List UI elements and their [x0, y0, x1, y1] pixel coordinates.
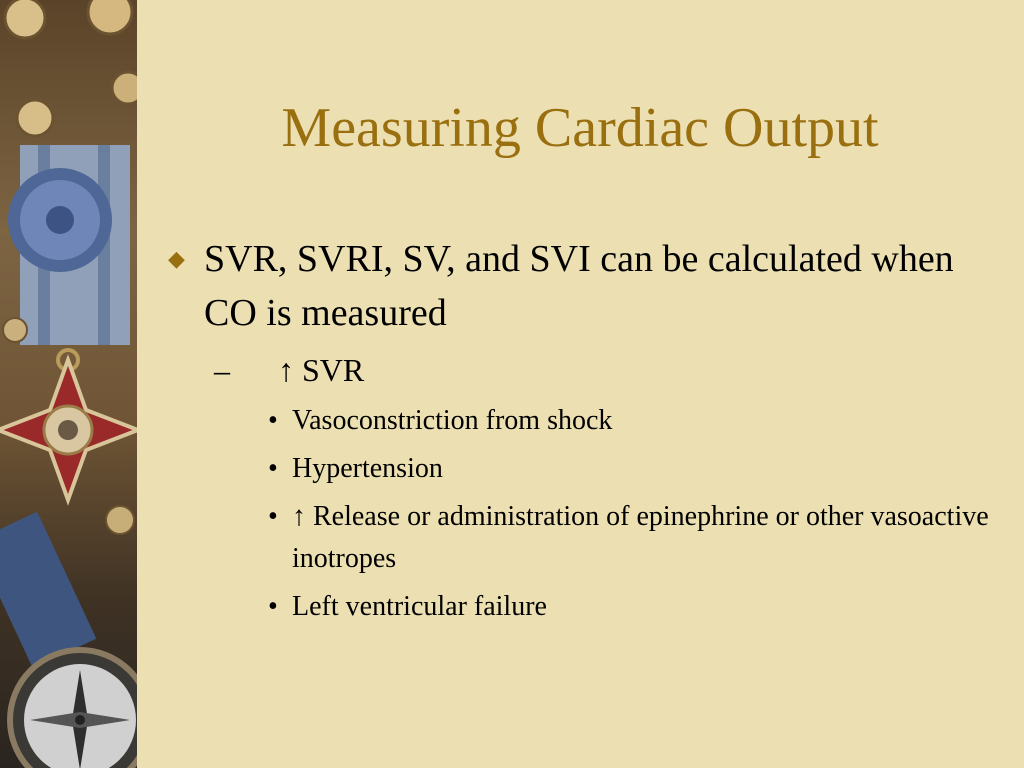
sub-sub-bullet-item: [160, 496, 1012, 580]
sub-sub-bullet-item: [160, 400, 1012, 442]
sub-sub-bullet-item: [160, 448, 1012, 490]
sub-sub-bullet-text: Hypertension: [292, 453, 443, 484]
decorative-side-image: [0, 0, 137, 768]
dot-bullet-icon: •: [268, 591, 278, 622]
sub-bullet-item: [160, 346, 1012, 394]
sub-sub-bullet-text: ↑ Release or administration of epinephrine or other vasoactive inotropes: [292, 501, 989, 574]
medal-collage-icon: [0, 0, 137, 768]
dot-bullet-icon: •: [268, 405, 278, 436]
sub-bullet-text: ↑ SVR: [278, 352, 365, 388]
bullet-text: SVR, SVRI, SV, and SVI can be calculated when CO is measured: [204, 238, 954, 334]
sub-sub-bullet-text: Left ventricular failure: [292, 591, 547, 622]
diamond-bullet-icon: ◆: [168, 246, 185, 271]
bullet-item: [160, 232, 1012, 340]
dash-bullet: –: [214, 352, 230, 388]
dot-bullet-icon: •: [268, 501, 278, 532]
slide-content: [160, 232, 1012, 628]
slide-title: Measuring Cardiac Output: [281, 97, 879, 159]
sub-sub-bullet-item: [160, 586, 1012, 628]
sub-sub-bullet-text: Vasoconstriction from shock: [292, 405, 613, 436]
dot-bullet-icon: •: [268, 453, 278, 484]
